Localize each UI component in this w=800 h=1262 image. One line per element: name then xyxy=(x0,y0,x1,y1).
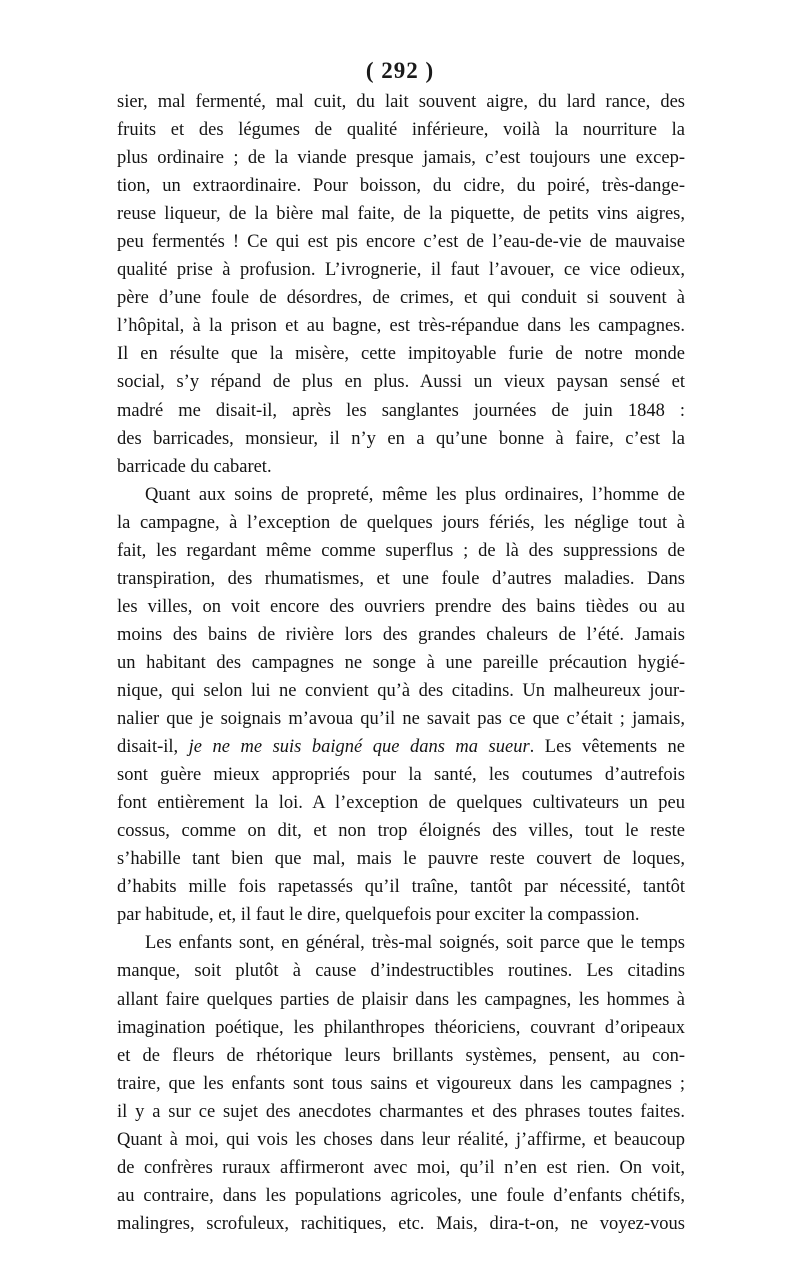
text-line: tion, un extraordinaire. Pour boisson, du cidre, du poiré, très-dange- xyxy=(117,176,685,197)
text-line: plus ordinaire ; de la viande presque jamais, c’est toujours une excep- xyxy=(117,148,685,169)
text-line: Quant à moi, qui vois les choses dans leur réalité, j’affirme, et beaucoup xyxy=(117,1129,685,1150)
paragraph-2 xyxy=(117,481,685,930)
text-line: sier, mal fermenté, mal cuit, du lait souvent aigre, du lard rance, des xyxy=(117,92,685,112)
italic-quote: je ne me suis baigné que dans ma sueur xyxy=(188,737,530,758)
text-line: Quant aux soins de propreté, même les plus ordinaires, l’homme de xyxy=(145,484,685,505)
text-line: s’habille tant bien que mal, mais le pauvre reste couvert de loques, xyxy=(117,849,685,870)
text-line: allant faire quelques parties de plaisir dans les campagnes, les hommes à xyxy=(117,989,685,1010)
text-line: au contraire, dans les populations agricoles, une foule d’enfants chétifs, xyxy=(117,1185,685,1206)
text-line: fait, les regardant même comme superflus ; de là des suppressions de xyxy=(117,540,685,561)
text-line: la campagne, à l’exception de quelques jours fériés, les néglige tout à xyxy=(117,512,685,533)
text-line: sont guère mieux appropriés pour la santé, les coutumes d’autrefois xyxy=(117,765,685,786)
paragraph-1 xyxy=(117,88,685,481)
text-line: des barricades, monsieur, il n’y en a qu’une bonne à faire, c’est la xyxy=(117,428,685,449)
text-line: moins des bains de rivière lors des grandes chaleurs de l’été. Jamais xyxy=(117,624,685,645)
text-line: l’hôpital, à la prison et au bagne, est très-répandue dans les campagnes. xyxy=(117,316,685,337)
text-line: font entièrement la loi. A l’exception de quelques cultivateurs un peu xyxy=(117,793,685,814)
text-line: les villes, on voit encore des ouvriers prendre des bains tièdes ou au xyxy=(117,596,685,617)
text-line: social, s’y répand de plus en plus. Aussi un vieux paysan sensé et xyxy=(117,372,685,393)
text-line: par habitude, et, il faut le dire, quelquefois pour exciter la compassion. xyxy=(117,905,640,926)
text-line: cossus, comme on dit, et non trop éloignés des villes, tout le reste xyxy=(117,821,685,842)
text-line: un habitant des campagnes ne songe à une pareille précaution hygié- xyxy=(117,652,685,673)
text-line: nalier que je soignais m’avoua qu’il ne savait pas ce que c’était ; jamais, xyxy=(117,709,685,730)
text-line: peu fermentés ! Ce qui est pis encore c’est de l’eau-de-vie de mauvaise xyxy=(117,232,685,253)
text-line: nique, qui selon lui ne convient qu’à des citadins. Un malheureux jour- xyxy=(117,680,685,701)
text-run: disait-il, xyxy=(117,737,189,758)
text-line: malingres, scrofuleux, rachitiques, etc. Mais, dira-t-on, ne voyez-vous xyxy=(117,1213,685,1234)
text-line: traire, que les enfants sont tous sains et vigoureux dans les campagnes ; xyxy=(117,1073,685,1094)
text-line: reuse liqueur, de la bière mal faite, de la piquette, de petits vins aigres, xyxy=(117,204,685,225)
text-line: barricade du cabaret. xyxy=(117,456,272,477)
text-line: d’habits mille fois rapetassés qu’il traîne, tantôt par nécessité, tantôt xyxy=(117,877,685,898)
text-line: et de fleurs de rhétorique leurs brillants systèmes, pensent, au con- xyxy=(117,1045,685,1066)
paragraph-3 xyxy=(117,929,685,1238)
page-number: ( 292 ) xyxy=(365,58,435,83)
text-line-with-italic xyxy=(117,733,685,761)
text-line: fruits et des légumes de qualité inférieure, voilà la nourriture la xyxy=(117,120,685,141)
text-line: madré me disait-il, après les sanglantes journées de juin 1848 : xyxy=(117,400,685,421)
text-line: Il en résulte que la misère, cette impitoyable furie de notre monde xyxy=(117,344,685,365)
text-line: transpiration, des rhumatismes, et une foule d’autres maladies. Dans xyxy=(117,568,685,589)
text-line: qualité prise à profusion. L’ivrognerie, il faut l’avouer, ce vice odieux, xyxy=(117,260,685,281)
text-line: père d’une foule de désordres, de crimes, et qui conduit si souvent à xyxy=(117,288,685,309)
text-line: de confrères ruraux affirmeront avec moi, qu’il n’en est rien. On voit, xyxy=(117,1157,685,1178)
text-line: manque, soit plutôt à cause d’indestructibles routines. Les citadins xyxy=(117,961,685,982)
text-line: Les enfants sont, en général, très-mal soignés, soit parce que le temps xyxy=(145,933,685,954)
text-line: imagination poétique, les philanthropes théoriciens, couvrant d’oripeaux xyxy=(117,1017,685,1038)
body-text xyxy=(117,88,685,1238)
text-run: . Les vêtements ne xyxy=(529,737,685,758)
text-line: il y a sur ce sujet des anecdotes charmantes et des phrases toutes faites. xyxy=(117,1101,685,1122)
